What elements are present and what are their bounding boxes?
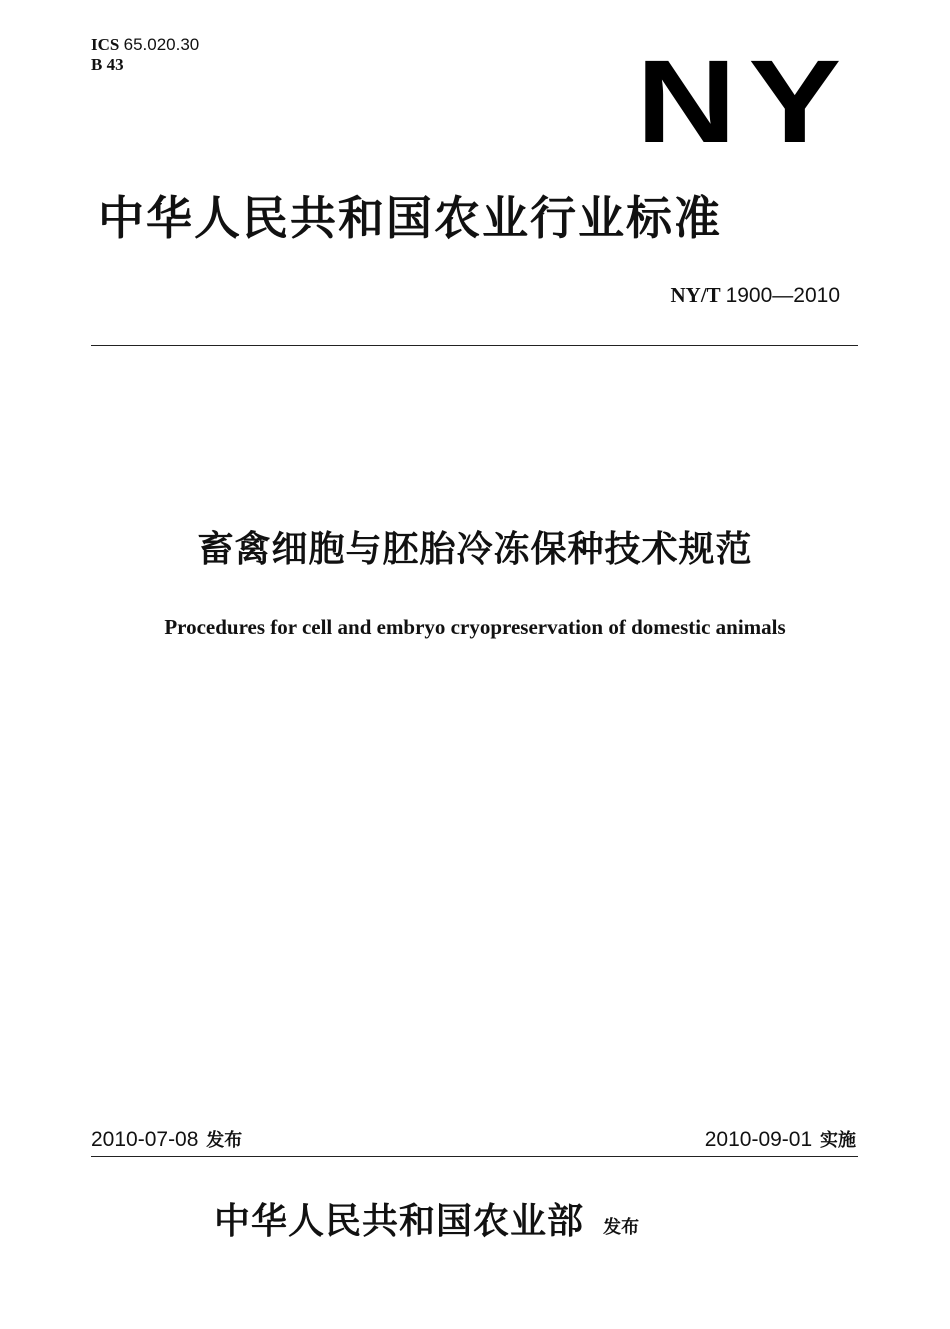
implementation-date-value: 2010-09-01	[704, 1128, 813, 1151]
issue-date-label: 发布	[206, 1130, 243, 1151]
issue-date-value: 2010-07-08	[91, 1128, 199, 1151]
ics-label: ICS	[91, 35, 120, 54]
publisher	[214, 1196, 639, 1246]
publisher-label: 发布	[603, 1217, 640, 1238]
implementation-date	[705, 1125, 856, 1156]
publisher-organization: 中华人民共和国农业部	[214, 1200, 585, 1242]
standard-number	[671, 283, 840, 308]
standard-category-title: 中华人民共和国农业行业标准	[98, 191, 722, 245]
standard-number-prefix: NY/T	[670, 283, 721, 307]
standard-number-value: 1900—2010	[725, 284, 840, 307]
ccs-code: B 43	[91, 55, 124, 74]
ics-code: 65.020.30	[123, 35, 200, 54]
issue-date	[91, 1125, 242, 1156]
footer-divider	[91, 1156, 858, 1157]
document-title-en: Procedures for cell and embryo cryopreservation of domestic animals	[164, 615, 786, 639]
ics-line	[91, 35, 199, 55]
header-divider	[91, 345, 858, 346]
ics-classification	[91, 35, 199, 75]
ny-logo: NY	[636, 36, 854, 168]
implementation-date-label: 实施	[820, 1130, 856, 1151]
document-title-cn: 畜禽细胞与胚胎冷冻保种技术规范	[197, 529, 753, 570]
